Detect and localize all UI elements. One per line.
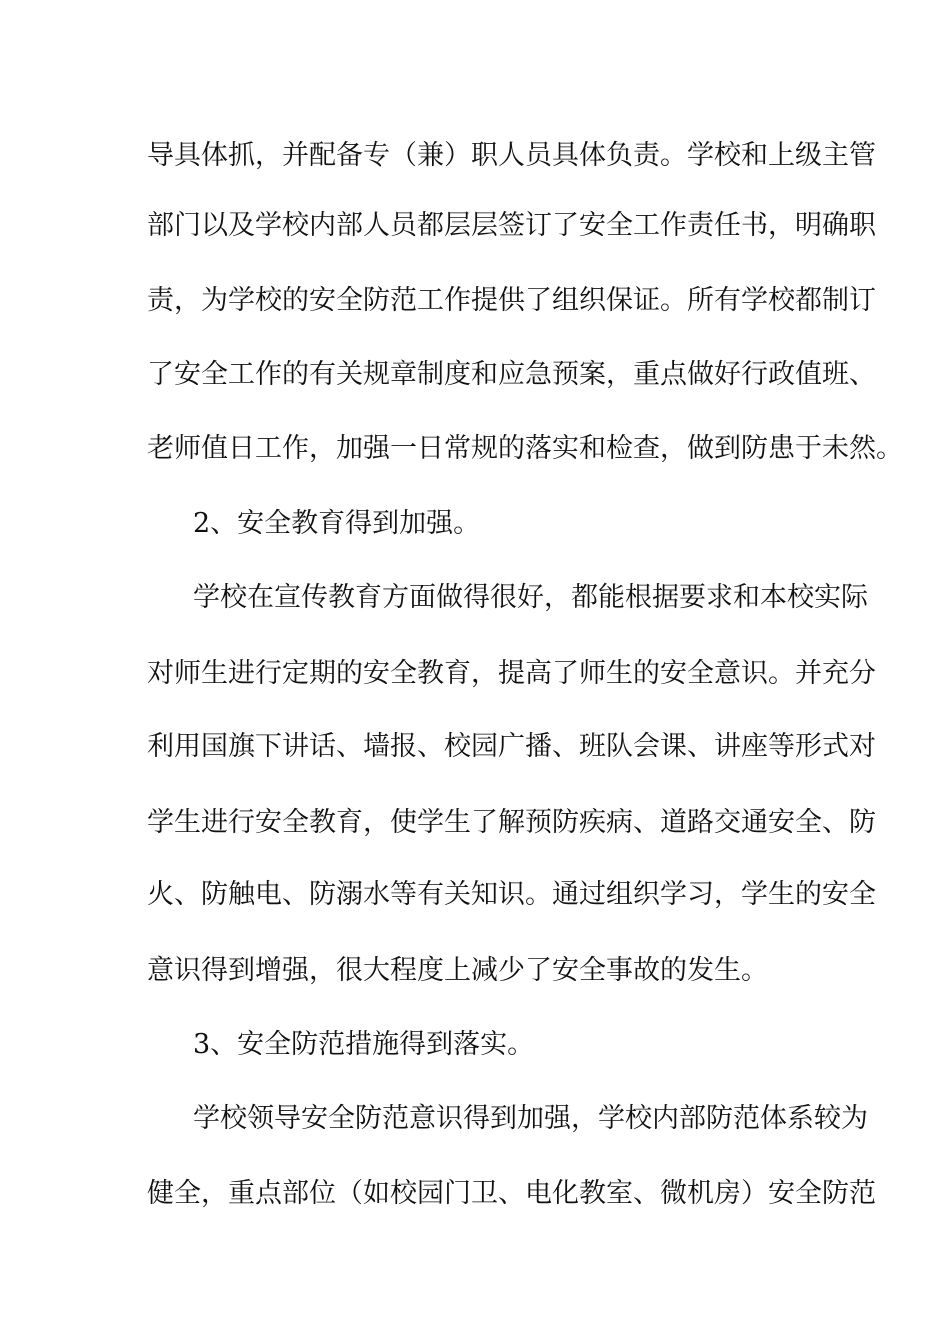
paragraph-line: 健全，重点部位（如校园门卫、电化教室、微机房）安全防范	[147, 1178, 876, 1209]
section-heading: 2、安全教育得到加强。	[193, 508, 481, 539]
paragraph-line: 学校领导安全防范意识得到加强，学校内部防范体系较为	[193, 1103, 868, 1134]
paragraph-line: 责，为学校的安全防范工作提供了组织保证。所有学校都制订	[147, 285, 876, 316]
paragraph-line: 利用国旗下讲话、墙报、校园广播、班队会课、讲座等形式对	[147, 731, 876, 762]
paragraph-line: 导具体抓，并配备专（兼）职人员具体负责。学校和上级主管	[147, 140, 876, 171]
paragraph-line: 意识得到增强，很大程度上减少了安全事故的发生。	[147, 955, 768, 986]
paragraph-line: 了安全工作的有关规章制度和应急预案，重点做好行政值班、	[147, 359, 876, 390]
paragraph-line: 部门以及学校内部人员都层层签订了安全工作责任书，明确职	[147, 210, 876, 241]
paragraph-line: 对师生进行定期的安全教育，提高了师生的安全意识。并充分	[147, 658, 876, 689]
section-heading: 3、安全防范措施得到落实。	[193, 1029, 535, 1060]
paragraph-line: 火、防触电、防溺水等有关知识。通过组织学习，学生的安全	[147, 879, 876, 910]
paragraph-line: 学校在宣传教育方面做得很好，都能根据要求和本校实际	[193, 582, 868, 613]
paragraph-line: 学生进行安全教育，使学生了解预防疾病、道路交通安全、防	[147, 807, 876, 838]
paragraph-line: 老师值日工作，加强一日常规的落实和检查，做到防患于未然。	[147, 433, 903, 464]
